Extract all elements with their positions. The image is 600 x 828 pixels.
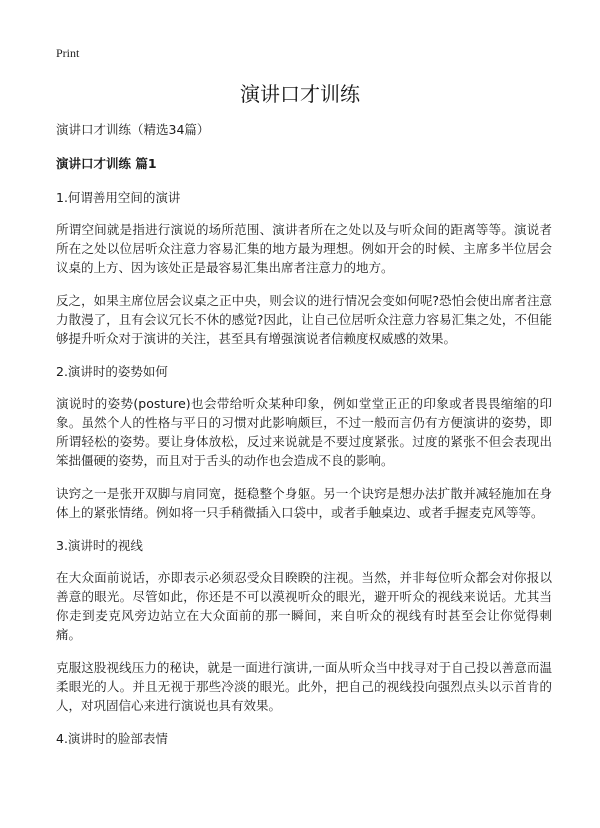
- section-heading: 演讲口才训练 篇1: [56, 156, 157, 171]
- point-2: [56, 362, 552, 522]
- document-body: [56, 120, 552, 761]
- document-subtitle: 演讲口才训练（精选34篇）: [56, 122, 210, 137]
- paragraph: 演说时的姿势(posture)也会带给听众某种印象，例如堂堂正正的印象或者畏畏缩缩的印象。虽然个人的性格与平日的习惯对此影响颇巨，不过一般而言仍有方便演讲的姿势，即所谓轻松的姿势。要让身体放松，反过来说就是不要过度紧张。过度的紧张不但会表现出笨拙僵硬的姿势，而且对于舌头的动作也会造成不良的影响。: [56, 396, 552, 468]
- point-3: [56, 536, 552, 715]
- paragraph: 克服这股视线压力的秘诀，就是一面进行演讲,一面从听众当中找寻对于自己投以善意而温柔眼光的人。并且无视于那些冷淡的眼光。此外，把自己的视线投向强烈点头以示首肯的人，对巩固信心来进行演说也具有效果。: [56, 660, 552, 713]
- point-4: [56, 729, 552, 747]
- point-heading: 3.演讲时的视线: [56, 538, 143, 553]
- paragraph: 反之，如果主席位居会议桌之正中央，则会议的进行情况会变如何呢?恐怕会使出席者注意力散漫了，且有会议冗长不休的感觉?因此，让自己位居听众注意力容易汇集之处，不但能够提升听众对于演讲的关注，甚至具有增强演说者信赖度权威感的效果。: [56, 293, 552, 346]
- point-heading: 2.演讲时的姿势如何: [56, 364, 168, 379]
- point-1: [56, 188, 552, 348]
- paragraph: 所谓空间就是指进行演说的场所范围、演讲者所在之处以及与听众间的距离等等。演说者所在之处以位居听众注意力容易汇集的地方最为理想。例如开会的时候、主席多半位居会议桌的上方、因为该处正是最容易汇集出席者注意力的地方。: [56, 222, 552, 275]
- paragraph: 诀窍之一是张开双脚与肩同宽，挺稳整个身躯。另一个诀窍是想办法扩散并减轻施加在身体上的紧张情绪。例如将一只手稍微插入口袋中，或者手触桌边、或者手握麦克风等等。: [56, 486, 552, 520]
- print-link[interactable]: Print: [56, 46, 80, 60]
- document-title: 演讲口才训练: [240, 82, 360, 106]
- point-heading: 1.何谓善用空间的演讲: [56, 190, 181, 205]
- point-heading: 4.演讲时的脸部表情: [56, 731, 168, 746]
- paragraph: 在大众面前说话，亦即表示必须忍受众目睽睽的注视。当然，并非每位听众都会对你报以善意的眼光。尽管如此，你还是不可以漠视听众的眼光，避开听众的视线来说话。尤其当你走到麦克风旁边站立在大众面前的那一瞬间，来自听众的视线有时甚至会让你觉得刺痛。: [56, 570, 552, 642]
